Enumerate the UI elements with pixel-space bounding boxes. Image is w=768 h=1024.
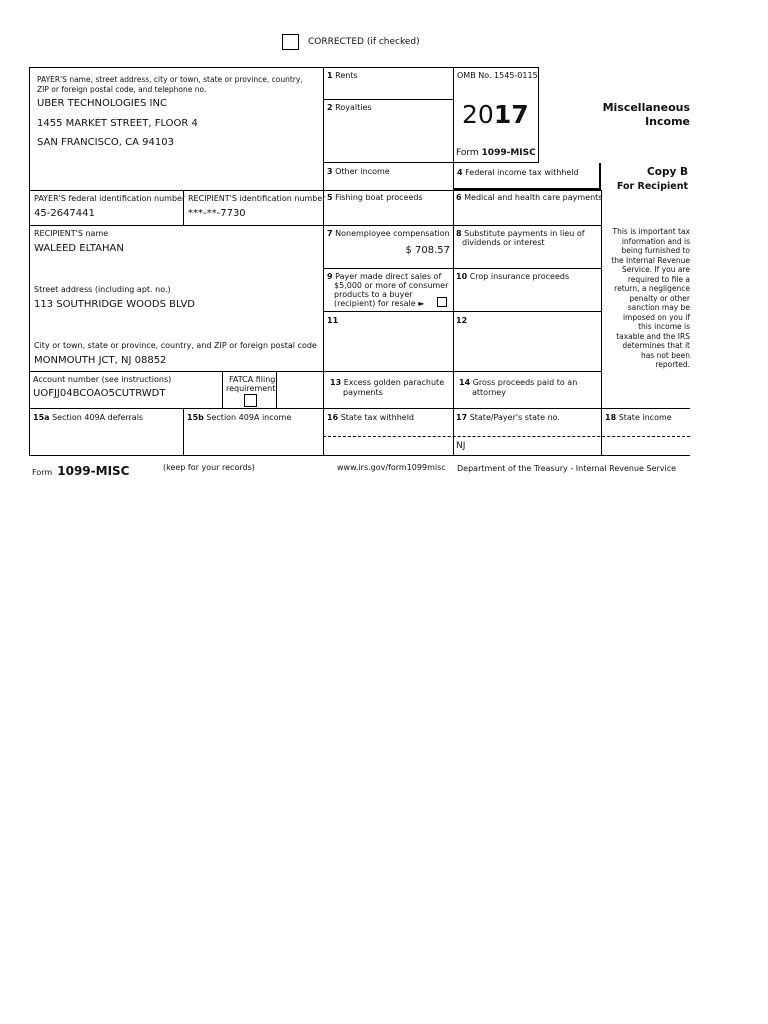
box-9-label-3: products to a buyer [334,290,413,299]
recipient-street-label: Street address (including apt. no.) [34,285,171,294]
notice-line: reported. [655,360,690,369]
box-11-label: 11 [327,316,339,325]
fatca-label-2: requirement [226,384,276,393]
notice-line: has not been [640,350,690,360]
notice-line: taxable and the IRS [616,331,690,341]
box-9-checkbox[interactable] [437,297,447,307]
payer-street: 1455 MARKET STREET, FLOOR 4 [37,118,198,129]
box-13-label-2: payments [343,388,383,397]
payer-tin: 45-2647441 [34,208,95,219]
notice-line: sanction may be [627,303,690,312]
tax-year: 2017 [462,100,529,129]
form-title-1: Miscellaneous [602,101,690,114]
recipient-street: 113 SOUTHRIDGE WOODS BLVD [34,299,196,310]
copy-label: Copy B [647,166,688,178]
box-17-label: 17 State/Payer's state no. [456,413,560,422]
notice-line: Service. If you are [621,265,690,274]
recipient-city-label: City or town, state or province, country, and ZIP or foreign postal code [34,341,317,350]
box-7-value: $ 708.57 [405,245,450,256]
copy-for-label: For Recipient [616,181,688,192]
corrected-label: CORRECTED (if checked) [308,37,420,47]
notice-line: determines that it [622,341,690,350]
fatca-label-1: FATCA filing [229,375,276,384]
box-18-label: 18 State income [605,413,672,422]
payer-name: UBER TECHNOLOGIES INC [37,98,167,109]
account-number: UOFJJ04BCOAO5CUTRWDT [33,388,166,399]
box-4-label: 4 Federal income tax withheld [457,168,579,177]
notice-line: This is important tax [612,227,690,236]
payer-block-label-2: ZIP or foreign postal code, and telephone no. [37,85,207,94]
form-top-border [29,67,539,68]
box-5-label: 5 Fishing boat proceeds [327,193,423,202]
payer-block-label-1: PAYER'S name, street address, city or town, state or province, country, [37,75,303,84]
box-15a-label: 15a Section 409A deferrals [33,413,144,422]
box-10-label: 10 Crop insurance proceeds [456,272,570,281]
recipient-name: WALEED ELTAHAN [34,243,124,254]
payer-city: SAN FRANCISCO, CA 94103 [37,137,174,148]
important-notice [603,227,690,370]
form-title-2: Income [645,115,690,128]
box-1-label: 1 Rents [327,71,358,80]
box-16-label: 16 State tax withheld [327,413,414,422]
box-12-label: 12 [456,316,468,325]
footer-url[interactable]: www.irs.gov/form1099misc [337,463,446,472]
box-9-label-4: (recipient) for resale ► [334,299,425,308]
box-14-label-1: 14 Gross proceeds paid to an [459,378,578,387]
recipient-name-label: RECIPIENT'S name [34,229,109,238]
footer-form-name: Form 1099-MISC [32,464,130,478]
notice-line: information and is [621,236,690,246]
box-3-label: 3 Other income [327,167,390,176]
recipient-tin-label: RECIPIENT'S identification number [188,194,326,203]
form-bottom-border [29,455,690,456]
notice-line: this income is [638,322,690,331]
notice-line: being furnished to [621,246,690,255]
notice-line: return, a negligence [614,284,690,293]
box-9-label-2: $5,000 or more of consumer [334,281,449,290]
box-9-label-1: 9 Payer made direct sales of [327,272,442,281]
payer-tin-label: PAYER'S federal identification number [34,194,186,203]
notice-line: the Internal Revenue [611,255,690,265]
footer-keep: (keep for your records) [163,463,255,472]
recipient-city: MONMOUTH JCT, NJ 08852 [34,355,167,366]
box-13-label-1: 13 Excess golden parachute [330,378,445,387]
notice-line: imposed on you if [622,312,690,322]
corrected-checkbox[interactable] [282,34,299,50]
form-name-header: Form 1099-MISC [456,148,536,158]
omb-number: OMB No. 1545-0115 [457,71,538,80]
box-7-label: 7 Nonemployee compensation [327,229,450,238]
box-8-label-1: 8 Substitute payments in lieu of [456,229,585,238]
box-14-label-2: attorney [472,388,506,397]
box-2-label: 2 Royalties [327,103,372,112]
box-17-value: NJ [456,441,466,451]
box-15b-label: 15b Section 409A income [187,413,292,422]
box-6-label: 6 Medical and health care payments [456,193,603,202]
notice-line: penalty or other [629,293,690,303]
account-label: Account number (see instructions) [33,375,172,384]
box-8-label-2: dividends or interest [462,238,545,247]
footer-department: Department of the Treasury - Internal Revenue Service [457,464,677,473]
notice-line: required to file a [627,274,690,284]
fatca-checkbox[interactable] [244,394,257,407]
recipient-tin: ***-**-7730 [188,208,246,219]
